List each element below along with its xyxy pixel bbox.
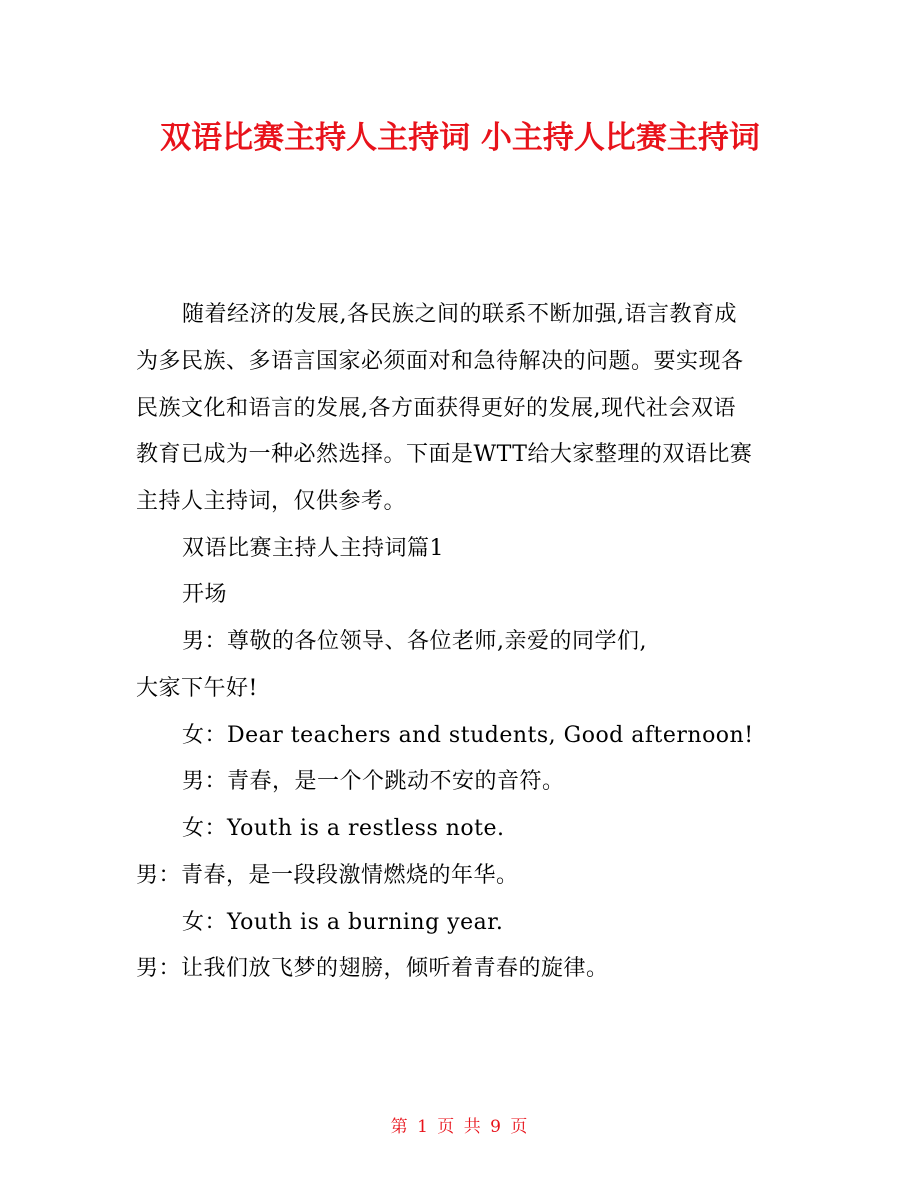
document-title: 双语比赛主持人主持词 小主持人比赛主持词 (160, 120, 760, 156)
page-footer: 第 1 页 共 9 页 (390, 1117, 530, 1137)
intro-line-1: 随着经济的发展,各民族之间的联系不断加强,语言教育成 (182, 302, 737, 327)
dialogue-line-4: 男：青春，是一个个跳动不安的音符。 (182, 769, 565, 794)
intro-line-2: 为多民族、多语言国家必须面对和急待解决的问题。要实现各 (136, 349, 744, 374)
dialogue-line-6: 男：青春，是一段段激情燃烧的年华。 (136, 863, 519, 888)
intro-line-4: 教育已成为一种必然选择。下面是WTT给大家整理的双语比赛 (136, 442, 753, 467)
dialogue-line-7: 女：Youth is a burning year. (182, 910, 504, 935)
dialogue-line-2: 大家下午好! (136, 676, 258, 701)
section-heading: 双语比赛主持人主持词篇1 (182, 536, 444, 561)
subheading: 开场 (182, 582, 228, 607)
dialogue-line-3: 女：Dear teachers and students, Good afternoon! (182, 723, 754, 748)
intro-line-3: 民族文化和语言的发展,各方面获得更好的发展,现代社会双语 (136, 396, 736, 421)
intro-line-5: 主持人主持词，仅供参考。 (136, 489, 407, 514)
dialogue-line-1: 男：尊敬的各位领导、各位老师,亲爱的同学们, (182, 629, 647, 654)
dialogue-line-5: 女：Youth is a restless note. (182, 816, 505, 841)
dialogue-line-8: 男：让我们放飞梦的翅膀，倾听着青春的旋律。 (136, 956, 609, 981)
